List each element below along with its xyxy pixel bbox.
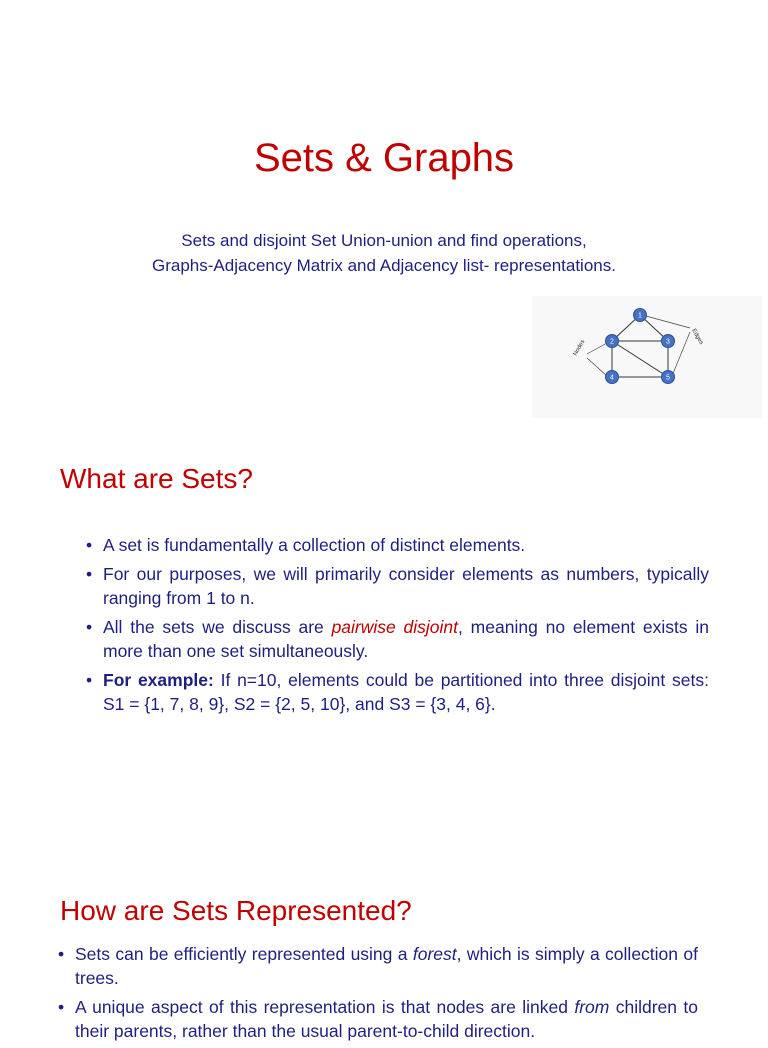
node-1-label: 1 xyxy=(638,312,642,320)
bullet-example: • For example: If n=10, elements could be partitioned into three disjoint sets: S1 = {1, 7, 8, 9}, S2 = {2, 5, 10}, and S3 = {3, 4, 6}. xyxy=(86,668,709,716)
graph-diagram xyxy=(532,296,762,418)
subtitle-line-2: Graphs-Adjacency Matrix and Adjacency list- representations. xyxy=(152,256,616,275)
section-heading-how-represented: How are Sets Represented? xyxy=(60,895,412,926)
bullet-elements-numbers: • For our purposes, we will primarily consider elements as numbers, typically ranging from 1 to n. xyxy=(86,562,709,610)
node-2-label: 2 xyxy=(610,338,614,346)
bullet-set-definition: • A set is fundamentally a collection of distinct elements. xyxy=(86,533,709,557)
slide-subtitle xyxy=(0,228,768,278)
graph-figure xyxy=(532,296,762,418)
figure-background xyxy=(532,296,762,418)
bullet-list-representation xyxy=(58,942,698,1048)
node-4-label: 4 xyxy=(610,374,614,382)
bullet-pairwise-disjoint: • All the sets we discuss are pairwise disjoint, meaning no element exists in more than one set simultaneously. xyxy=(86,615,709,663)
slide-title: Sets & Graphs xyxy=(253,136,515,180)
bullet-list-sets xyxy=(86,533,709,721)
bullet-forest: • Sets can be efficiently represented using a forest, which is simply a collection of trees. xyxy=(58,942,698,990)
pairwise-disjoint-term: pairwise disjoint xyxy=(331,617,459,637)
forest-term: forest xyxy=(412,944,457,964)
edges-label: Edges xyxy=(690,328,704,346)
subtitle-line-1: Sets and disjoint Set Union-union and find operations, xyxy=(181,231,587,250)
nodes-label: Nodes xyxy=(572,338,587,357)
node-5-label: 5 xyxy=(666,374,670,382)
section-heading-what-are-sets: What are Sets? xyxy=(60,463,253,494)
example-label: For example: xyxy=(103,670,214,690)
node-3-label: 3 xyxy=(666,338,670,346)
bullet-child-to-parent: • A unique aspect of this representation is that nodes are linked from children to their parents, rather than the usual parent-to-child direction. xyxy=(58,995,698,1043)
from-term: from xyxy=(574,997,610,1017)
